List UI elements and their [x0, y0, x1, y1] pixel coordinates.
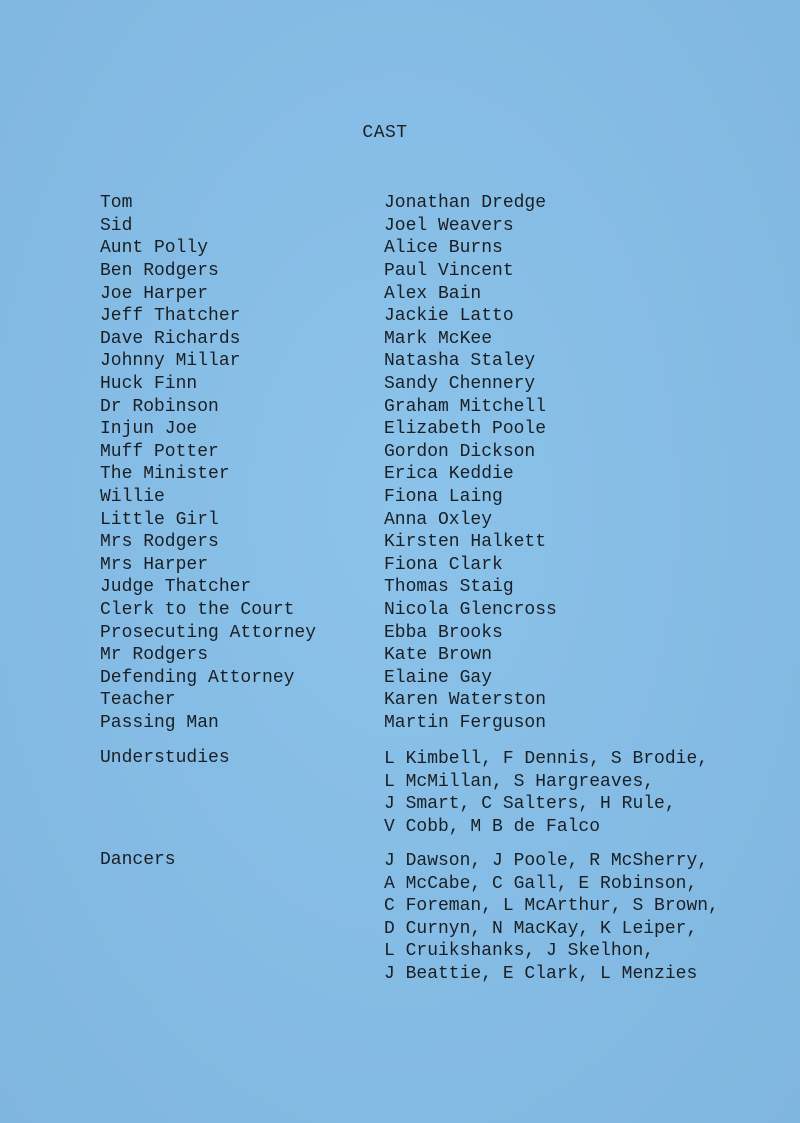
role-name: Prosecuting Attorney	[100, 622, 317, 643]
role-name: Mrs Rodgers	[100, 532, 219, 553]
cast-row	[100, 712, 760, 735]
understudies-line: J Smart, C Salters, H Rule,	[384, 794, 676, 815]
role-name: Ben Rodgers	[100, 261, 219, 282]
cast-row	[100, 463, 760, 486]
actor-name: Thomas Staig	[384, 577, 514, 598]
cast-row	[100, 486, 760, 509]
cast-row	[100, 644, 760, 667]
cast-row	[100, 508, 760, 531]
role-name: Johnny Millar	[100, 351, 241, 372]
cast-row	[100, 531, 760, 554]
actor-name: Graham Mitchell	[384, 396, 547, 417]
cast-row	[100, 373, 760, 396]
role-name: Huck Finn	[100, 374, 198, 395]
actor-name: Ebba Brooks	[384, 622, 503, 643]
actor-name: Fiona Laing	[384, 487, 503, 508]
actor-name: Karen Waterston	[384, 690, 547, 711]
cast-row	[100, 666, 760, 689]
dancers-line: C Foreman, L McArthur, S Brown,	[384, 896, 719, 917]
dancers-line: A McCabe, C Gall, E Robinson,	[384, 873, 698, 894]
actor-name: Alice Burns	[384, 238, 503, 259]
role-name: Injun Joe	[100, 419, 198, 440]
cast-row	[100, 282, 760, 305]
actor-name: Alex Bain	[384, 283, 482, 304]
actor-name: Elizabeth Poole	[384, 419, 547, 440]
role-name: Muff Potter	[100, 441, 219, 462]
role-name: Aunt Polly	[100, 238, 209, 259]
actor-name: Fiona Clark	[384, 554, 503, 575]
cast-row	[100, 395, 760, 418]
actor-name: Mark McKee	[384, 328, 493, 349]
cast-row	[100, 599, 760, 622]
actor-name: Erica Keddie	[384, 464, 514, 485]
understudies-label: Understudies	[100, 748, 230, 768]
role-name: The Minister	[100, 464, 230, 485]
cast-row	[100, 215, 760, 238]
role-name: Sid	[100, 215, 133, 236]
dancers-label: Dancers	[100, 850, 176, 870]
cast-row	[100, 350, 760, 373]
actor-name: Sandy Chennery	[384, 374, 536, 395]
actor-name: Jackie Latto	[384, 306, 514, 327]
dancers-line: L Cruikshanks, J Skelhon,	[384, 941, 655, 962]
page-title: CAST	[362, 123, 408, 143]
actor-name: Natasha Staley	[384, 351, 536, 372]
dancers-line: J Beattie, E Clark, L Menzies	[384, 963, 698, 984]
actor-name: Martin Ferguson	[384, 712, 547, 733]
dancers-line: D Curnyn, N MacKay, K Leiper,	[384, 918, 698, 939]
role-name: Clerk to the Court	[100, 599, 295, 620]
role-name: Mr Rodgers	[100, 645, 209, 666]
actor-name: Elaine Gay	[384, 667, 493, 688]
cast-row	[100, 689, 760, 712]
role-name: Tom	[100, 193, 133, 214]
role-name: Joe Harper	[100, 283, 209, 304]
cast-row	[100, 237, 760, 260]
cast-row	[100, 260, 760, 283]
role-name: Jeff Thatcher	[100, 306, 241, 327]
role-name: Mrs Harper	[100, 554, 209, 575]
role-name: Willie	[100, 487, 165, 508]
role-name: Dave Richards	[100, 328, 241, 349]
actor-name: Jonathan Dredge	[384, 193, 547, 214]
understudies-line: L Kimbell, F Dennis, S Brodie,	[384, 749, 709, 769]
understudies-section	[100, 748, 708, 838]
cast-row	[100, 621, 760, 644]
actor-name: Kirsten Halkett	[384, 532, 547, 553]
understudies-line: L McMillan, S Hargreaves,	[384, 771, 655, 792]
understudies-line: V Cobb, M B de Falco	[384, 816, 601, 837]
cast-row	[100, 418, 760, 441]
role-name: Judge Thatcher	[100, 577, 252, 598]
actor-name: Joel Weavers	[384, 215, 514, 236]
role-name: Teacher	[100, 690, 176, 711]
cast-list	[100, 192, 760, 734]
role-name: Defending Attorney	[100, 667, 295, 688]
cast-row	[100, 441, 760, 464]
role-name: Passing Man	[100, 712, 219, 733]
role-name: Dr Robinson	[100, 396, 219, 417]
cast-row	[100, 192, 760, 215]
actor-name: Paul Vincent	[384, 261, 514, 282]
dancers-names	[384, 850, 719, 986]
dancers-line: J Dawson, J Poole, R McSherry,	[384, 851, 709, 871]
cast-row	[100, 328, 760, 351]
dancers-section	[100, 850, 719, 986]
actor-name: Kate Brown	[384, 645, 493, 666]
understudies-names	[384, 748, 708, 838]
cast-row	[100, 576, 760, 599]
cast-row	[100, 554, 760, 577]
role-name: Little Girl	[100, 509, 219, 530]
actor-name: Gordon Dickson	[384, 441, 536, 462]
actor-name: Nicola Glencross	[384, 599, 557, 620]
actor-name: Anna Oxley	[384, 509, 493, 530]
cast-row	[100, 305, 760, 328]
